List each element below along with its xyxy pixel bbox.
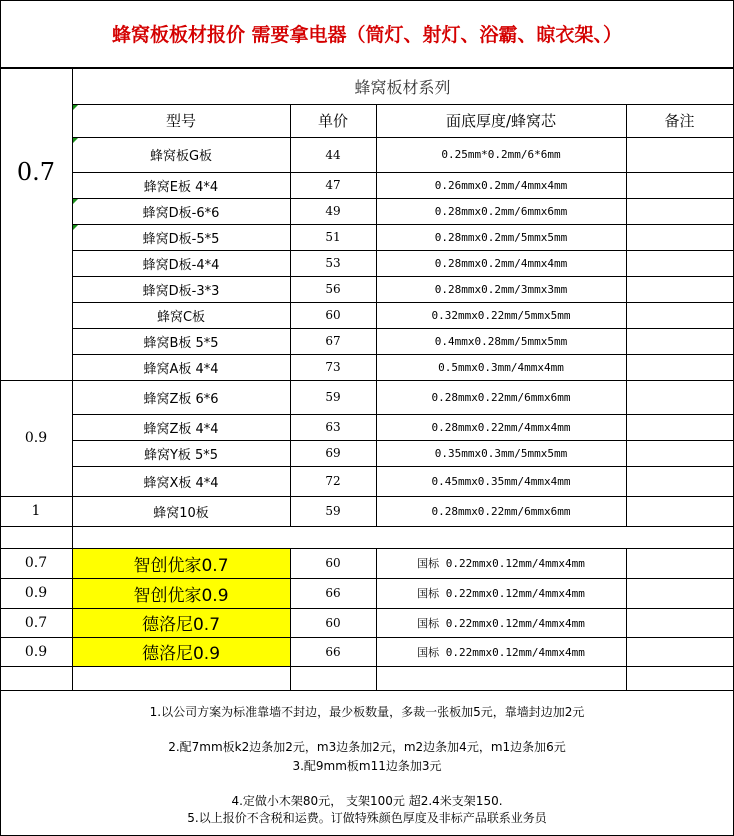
header-remark: 备注 — [664, 112, 695, 130]
note-line: 5.以上报价不含税和运费。订做特殊颜色厚度及非标产品联系业务员 — [187, 811, 547, 825]
brand-model: 德洛尼0.7 — [141, 615, 221, 635]
model-cell: 蜂窝Z板 6*6 — [143, 391, 219, 407]
price-cell: 60 — [325, 308, 341, 322]
model-cell: 蜂窝板G板 — [149, 149, 213, 164]
grid-line — [0, 666, 734, 667]
price-cell: 51 — [325, 230, 341, 244]
price-cell: 47 — [325, 178, 341, 192]
spec-cell: 0.4mmx0.28mm/5mmx5mm — [434, 334, 568, 348]
brand-thickness: 0.7 — [24, 555, 48, 571]
spec-cell: 0.28mmx0.2mm/4mmx4mm — [434, 256, 568, 270]
model-cell: 蜂窝D板-5*5 — [142, 231, 220, 247]
spec-cell: 0.25mm*0.2mm/6*6mm — [441, 148, 561, 161]
model-cell: 蜂窝Z板 4*4 — [143, 421, 219, 437]
corner-mark — [73, 138, 78, 143]
brand-thickness: 0.7 — [24, 614, 48, 631]
price-cell: 67 — [325, 334, 341, 348]
brand-price: 60 — [325, 556, 341, 570]
brand-spec: 国标 0.22mmx0.12mm/4mmx4mm — [417, 616, 585, 630]
model-cell: 蜂窝X板 4*4 — [143, 475, 219, 491]
brand-price: 66 — [325, 644, 341, 659]
spec-cell: 0.28mmx0.2mm/5mmx5mm — [434, 230, 568, 244]
header-spec: 面底厚度/蜂窝芯 — [445, 112, 557, 130]
brand-spec: 国标 0.22mmx0.12mm/4mmx4mm — [417, 557, 585, 570]
brand-spec: 国标 0.22mmx0.12mm/4mmx4mm — [417, 645, 585, 659]
price-cell: 44 — [325, 147, 341, 162]
spec-cell: 0.32mmx0.22mm/5mmx5mm — [431, 308, 571, 322]
spec-cell: 0.5mmx0.3mm/4mmx4mm — [438, 360, 564, 374]
thickness-label: 0.7 — [16, 158, 56, 186]
brand-price: 66 — [325, 586, 341, 600]
note-line: 3.配9mm板m11边条加3元 — [292, 759, 442, 773]
grid-line — [0, 0, 734, 1]
spec-cell: 0.28mmx0.2mm/3mmx3mm — [434, 282, 568, 296]
brand-thickness: 0.9 — [24, 643, 48, 660]
grid-line — [626, 548, 627, 690]
thickness-label: 0.9 — [24, 430, 48, 446]
price-cell: 49 — [325, 204, 341, 218]
note-line: 4.定做小木架80元， 支架100元 超2.4米支架150. — [231, 794, 503, 808]
spec-cell: 0.35mmx0.3mm/5mmx5mm — [434, 446, 568, 460]
price-cell: 56 — [325, 282, 341, 296]
price-cell: 73 — [325, 360, 341, 374]
spec-cell: 0.28mmx0.22mm/6mmx6mm — [431, 390, 571, 404]
brand-model: 智创优家0.9 — [133, 585, 229, 606]
header-model: 型号 — [165, 112, 196, 130]
brand-model: 德洛尼0.9 — [141, 644, 221, 664]
model-cell: 蜂窝D板-3*3 — [142, 283, 220, 299]
header-price: 单价 — [317, 112, 348, 130]
spec-cell: 0.26mmx0.2mm/4mmx4mm — [434, 178, 568, 192]
note-line: 1.以公司方案为标准靠墙不封边，最少板数量，多裁一张板加5元，靠墙封边加2元 — [149, 705, 585, 719]
spec-cell: 0.45mmx0.35mm/4mmx4mm — [431, 474, 571, 488]
brand-spec: 国标 0.22mmx0.12mm/4mmx4mm — [417, 587, 585, 600]
corner-mark — [73, 105, 78, 110]
price-cell: 72 — [325, 474, 341, 488]
thickness-label: 1 — [31, 503, 41, 519]
grid-line — [0, 526, 734, 527]
brand-model: 智创优家0.7 — [133, 555, 229, 576]
grid-line — [0, 690, 734, 691]
spec-cell: 0.28mmx0.22mm/6mmx6mm — [431, 504, 571, 518]
spec-cell: 0.28mmx0.2mm/6mmx6mm — [434, 204, 568, 218]
page-title: 蜂窝板板材报价 需要拿电器（筒灯、射灯、浴霸、晾衣架、） — [0, 0, 734, 68]
price-cell: 53 — [325, 256, 341, 270]
price-cell: 69 — [325, 446, 341, 460]
price-cell: 59 — [325, 390, 341, 404]
brand-price: 60 — [325, 615, 341, 630]
spec-cell: 0.28mmx0.22mm/4mmx4mm — [431, 420, 571, 434]
corner-mark — [73, 199, 78, 204]
series-title: 蜂窝板材系列 — [354, 77, 451, 97]
model-cell: 蜂窝B板 5*5 — [143, 335, 219, 351]
model-cell: 蜂窝D板-4*4 — [142, 257, 220, 273]
model-cell: 蜂窝E板 4*4 — [143, 179, 219, 195]
corner-mark — [73, 225, 78, 230]
model-cell: 蜂窝A板 4*4 — [143, 361, 219, 377]
model-cell: 蜂窝C板 — [156, 309, 206, 325]
price-cell: 63 — [325, 420, 341, 434]
price-cell: 59 — [325, 504, 341, 518]
model-cell: 蜂窝10板 — [153, 505, 209, 521]
brand-thickness: 0.9 — [24, 585, 48, 601]
note-line: 2.配7mm板k2边条加2元，m3边条加2元，m2边条加4元，m1边条加6元 — [168, 740, 566, 754]
model-cell: 蜂窝Y板 5*5 — [143, 447, 219, 463]
grid-line — [626, 104, 627, 526]
model-cell: 蜂窝D板-6*6 — [142, 205, 220, 221]
